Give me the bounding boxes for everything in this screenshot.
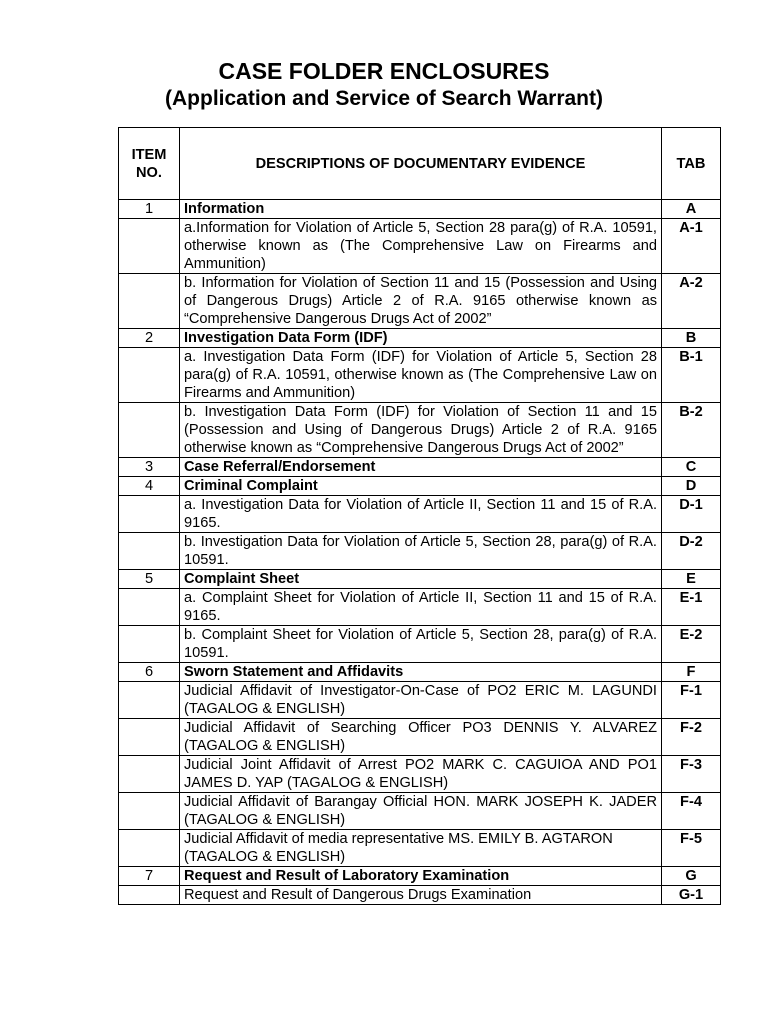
description-cell: b. Information for Violation of Section 11 and 15 (Possession and Using of Dangerous Drugs) Article 2 of R.A. 9165 otherwise known as “Comprehensive Dangerous Drugs Act of 2002”	[180, 274, 662, 329]
description-cell: b. Complaint Sheet for Violation of Article 5, Section 28, para(g) of R.A. 10591.	[180, 626, 662, 663]
tab-cell: B-1	[662, 348, 721, 403]
tab-cell: B	[662, 329, 721, 348]
description-cell: Request and Result of Laboratory Examination	[180, 867, 662, 886]
table-row	[119, 867, 721, 886]
tab-cell: E-2	[662, 626, 721, 663]
item-number-cell	[119, 348, 180, 403]
description-cell: Judicial Affidavit of Investigator-On-Case of PO2 ERIC M. LAGUNDI (TAGALOG & ENGLISH)	[180, 682, 662, 719]
table-row	[119, 496, 721, 533]
tab-cell: D-2	[662, 533, 721, 570]
description-cell: b. Investigation Data for Violation of Article 5, Section 28, para(g) of R.A. 10591.	[180, 533, 662, 570]
tab-cell: F-5	[662, 830, 721, 867]
item-number-cell	[119, 589, 180, 626]
tab-cell: A-2	[662, 274, 721, 329]
item-number-cell	[119, 886, 180, 905]
table-row	[119, 477, 721, 496]
tab-cell: C	[662, 458, 721, 477]
item-number-cell	[119, 403, 180, 458]
tab-cell: F-3	[662, 756, 721, 793]
table-row	[119, 274, 721, 329]
table-row	[119, 329, 721, 348]
table-row	[119, 219, 721, 274]
tab-cell: E	[662, 570, 721, 589]
table-row	[119, 533, 721, 570]
tab-cell: G-1	[662, 886, 721, 905]
item-number-cell	[119, 793, 180, 830]
table-row	[119, 756, 721, 793]
tab-cell: A-1	[662, 219, 721, 274]
header-description: DESCRIPTIONS OF DOCUMENTARY EVIDENCE	[180, 128, 662, 200]
item-number-cell	[119, 626, 180, 663]
description-cell: a. Investigation Data for Violation of Article II, Section 11 and 15 of R.A. 9165.	[180, 496, 662, 533]
tab-cell: D-1	[662, 496, 721, 533]
tab-cell: F-2	[662, 719, 721, 756]
item-number-cell	[119, 219, 180, 274]
item-number-cell	[119, 496, 180, 533]
description-cell: a. Investigation Data Form (IDF) for Violation of Article 5, Section 28 para(g) of R.A. 10591, otherwise known as (The Comprehensive Law on Firearms and Ammunition)	[180, 348, 662, 403]
header-item-no: ITEM NO.	[119, 128, 180, 200]
tab-cell: F-4	[662, 793, 721, 830]
description-cell: Information	[180, 200, 662, 219]
tab-cell: D	[662, 477, 721, 496]
item-number-cell: 3	[119, 458, 180, 477]
item-number-cell: 7	[119, 867, 180, 886]
table-row	[119, 458, 721, 477]
tab-cell: A	[662, 200, 721, 219]
description-cell: Criminal Complaint	[180, 477, 662, 496]
description-cell: Judicial Affidavit of media representative MS. EMILY B. AGTARON (TAGALOG & ENGLISH)	[180, 830, 662, 867]
item-number-cell: 6	[119, 663, 180, 682]
item-number-cell	[119, 533, 180, 570]
item-number-cell	[119, 719, 180, 756]
header-tab: TAB	[662, 128, 721, 200]
item-number-cell: 4	[119, 477, 180, 496]
description-cell: Judicial Joint Affidavit of Arrest PO2 MARK C. CAGUIOA AND PO1 JAMES D. YAP (TAGALOG & ENGLISH)	[180, 756, 662, 793]
table-row	[119, 403, 721, 458]
description-cell: Judicial Affidavit of Searching Officer PO3 DENNIS Y. ALVAREZ (TAGALOG & ENGLISH)	[180, 719, 662, 756]
item-number-cell	[119, 830, 180, 867]
tab-cell: F	[662, 663, 721, 682]
item-number-cell: 1	[119, 200, 180, 219]
table-body	[119, 200, 721, 905]
table-row	[119, 719, 721, 756]
document-title: CASE FOLDER ENCLOSURES	[218, 58, 550, 84]
item-number-cell	[119, 756, 180, 793]
table-header-row	[119, 128, 721, 200]
description-cell: Judicial Affidavit of Barangay Official HON. MARK JOSEPH K. JADER (TAGALOG & ENGLISH)	[180, 793, 662, 830]
item-number-cell: 2	[119, 329, 180, 348]
item-number-cell: 5	[119, 570, 180, 589]
table-row	[119, 830, 721, 867]
table-row	[119, 348, 721, 403]
document-subtitle: (Application and Service of Search Warrant)	[165, 87, 603, 110]
enclosures-table	[118, 127, 721, 905]
table-row	[119, 626, 721, 663]
item-number-cell	[119, 682, 180, 719]
table-row	[119, 886, 721, 905]
table-row	[119, 793, 721, 830]
item-number-cell	[119, 274, 180, 329]
table-row	[119, 589, 721, 626]
description-cell: a.Information for Violation of Article 5, Section 28 para(g) of R.A. 10591, otherwise known as (The Comprehensive Law on Firearms and Ammunition)	[180, 219, 662, 274]
table-row	[119, 570, 721, 589]
tab-cell: E-1	[662, 589, 721, 626]
tab-cell: B-2	[662, 403, 721, 458]
description-cell: Investigation Data Form (IDF)	[180, 329, 662, 348]
description-cell: Sworn Statement and Affidavits	[180, 663, 662, 682]
table-row	[119, 663, 721, 682]
tab-cell: G	[662, 867, 721, 886]
description-cell: Case Referral/Endorsement	[180, 458, 662, 477]
description-cell: Complaint Sheet	[180, 570, 662, 589]
description-cell: a. Complaint Sheet for Violation of Article II, Section 11 and 15 of R.A. 9165.	[180, 589, 662, 626]
tab-cell: F-1	[662, 682, 721, 719]
description-cell: Request and Result of Dangerous Drugs Examination	[180, 886, 662, 905]
description-cell: b. Investigation Data Form (IDF) for Violation of Section 11 and 15 (Possession and Using of Dangerous Drugs) Article 2 of R.A. 9165 otherwise known as “Comprehensive Dangerous Drugs Act of 2002”	[180, 403, 662, 458]
table-row	[119, 682, 721, 719]
table-row	[119, 200, 721, 219]
